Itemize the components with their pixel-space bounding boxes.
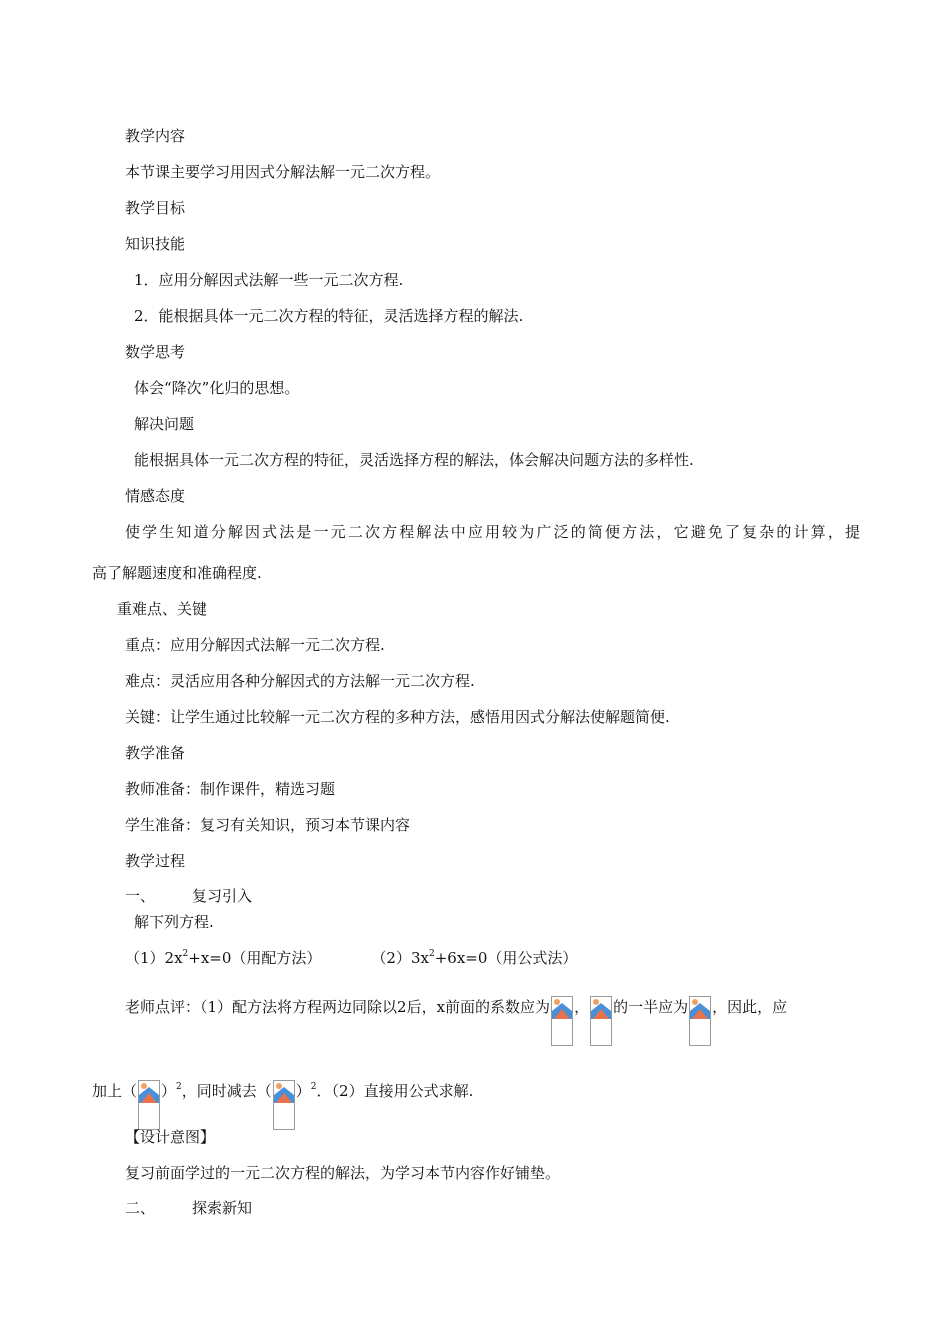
exercise-instruction: 解下列方程. xyxy=(134,913,214,931)
comment-formula-text: ．（2）直接用公式求解. xyxy=(316,1082,474,1100)
comment-subtract-prefix: ，同时减去（ xyxy=(181,1082,272,1100)
equation-1-suffix: +x=0（用配方法） xyxy=(188,949,322,967)
section-one-title: 复习引入 xyxy=(192,887,253,905)
equation-1-prefix: （1）2x xyxy=(125,949,183,967)
section-two-title: 探索新知 xyxy=(192,1199,253,1217)
exercise-equations xyxy=(125,948,577,968)
subheading-attitude: 情感态度 xyxy=(125,487,186,505)
broken-image-icon xyxy=(590,996,612,1046)
heading-teaching-process: 教学过程 xyxy=(125,852,186,870)
equation-2-exponent: 2 xyxy=(428,949,435,959)
subheading-problem-solving: 解决问题 xyxy=(134,415,195,433)
design-intent-heading: 【设计意图】 xyxy=(125,1128,216,1146)
comment-subtract-exponent: 2 xyxy=(310,1082,317,1092)
problem-solving-text: 能根据具体一元二次方程的特征，灵活选择方程的解法，体会解决问题方法的多样性. xyxy=(134,451,694,469)
attitude-text-line-2: 高了解题速度和准确程度. xyxy=(92,564,262,582)
teaching-content-text: 本节课主要学习用因式分解法解一元二次方程。 xyxy=(125,163,441,181)
goal-item-1: 1．应用分解因式法解一些一元二次方程. xyxy=(134,271,404,289)
comment-add-exponent: 2 xyxy=(176,1082,182,1092)
heading-teaching-goals: 教学目标 xyxy=(125,199,186,217)
comment-part-4: ，因此，应 xyxy=(712,998,788,1016)
key-point-difficulty: 难点：灵活应用各种分解因式的方法解一元二次方程. xyxy=(125,672,475,690)
heading-teaching-content: 教学内容 xyxy=(125,127,186,145)
teacher-comment-line-2 xyxy=(92,1080,473,1130)
design-intent-text: 复习前面学过的一元二次方程的解法，为学习本节内容作好铺垫。 xyxy=(125,1164,561,1182)
comment-add-close: ） xyxy=(161,1082,177,1100)
broken-image-icon xyxy=(273,1080,295,1130)
attitude-text-line-1: 使学生知道分解因式法是一元二次方程解法中应用较为广泛的简便方法，它避免了复杂的计算，提 xyxy=(125,523,860,541)
comment-part-2: ， xyxy=(574,998,590,1016)
subheading-math-thinking: 数学思考 xyxy=(125,343,186,361)
broken-image-icon xyxy=(689,996,711,1046)
key-point-focus: 重点：应用分解因式法解一元二次方程. xyxy=(125,636,385,654)
key-point-key: 关键：让学生通过比较解一元二次方程的多种方法，感悟用因式分解法使解题简便. xyxy=(125,708,670,726)
comment-add-prefix: 加上（ xyxy=(92,1082,138,1100)
teacher-preparation: 教师准备：制作课件，精选习题 xyxy=(125,780,336,798)
broken-image-icon xyxy=(138,1080,160,1130)
comment-subtract-close: ） xyxy=(295,1082,311,1100)
section-two-number: 二、 xyxy=(125,1199,156,1217)
comment-part-3: 的一半应为 xyxy=(613,998,689,1016)
goal-item-2: 2．能根据具体一元二次方程的特征，灵活选择方程的解法. xyxy=(134,307,524,325)
student-preparation: 学生准备：复习有关知识，预习本节课内容 xyxy=(125,816,411,834)
comment-part-1: 老师点评：（1）配方法将方程两边同除以2后，x前面的系数应为 xyxy=(125,998,551,1016)
section-one-number: 一、 xyxy=(125,887,156,905)
subheading-knowledge-skills: 知识技能 xyxy=(125,235,186,253)
heading-key-points: 重难点、关键 xyxy=(117,600,208,618)
broken-image-icon xyxy=(551,996,573,1046)
heading-preparation: 教学准备 xyxy=(125,744,186,762)
equation-1-exponent: 2 xyxy=(182,949,189,959)
math-thinking-text: 体会“降次”化归的思想。 xyxy=(134,379,300,397)
equation-2-prefix: （2）3x xyxy=(371,949,429,967)
teacher-comment-line-1 xyxy=(125,996,787,1046)
equation-2-suffix: +6x=0（用公式法） xyxy=(434,949,578,967)
